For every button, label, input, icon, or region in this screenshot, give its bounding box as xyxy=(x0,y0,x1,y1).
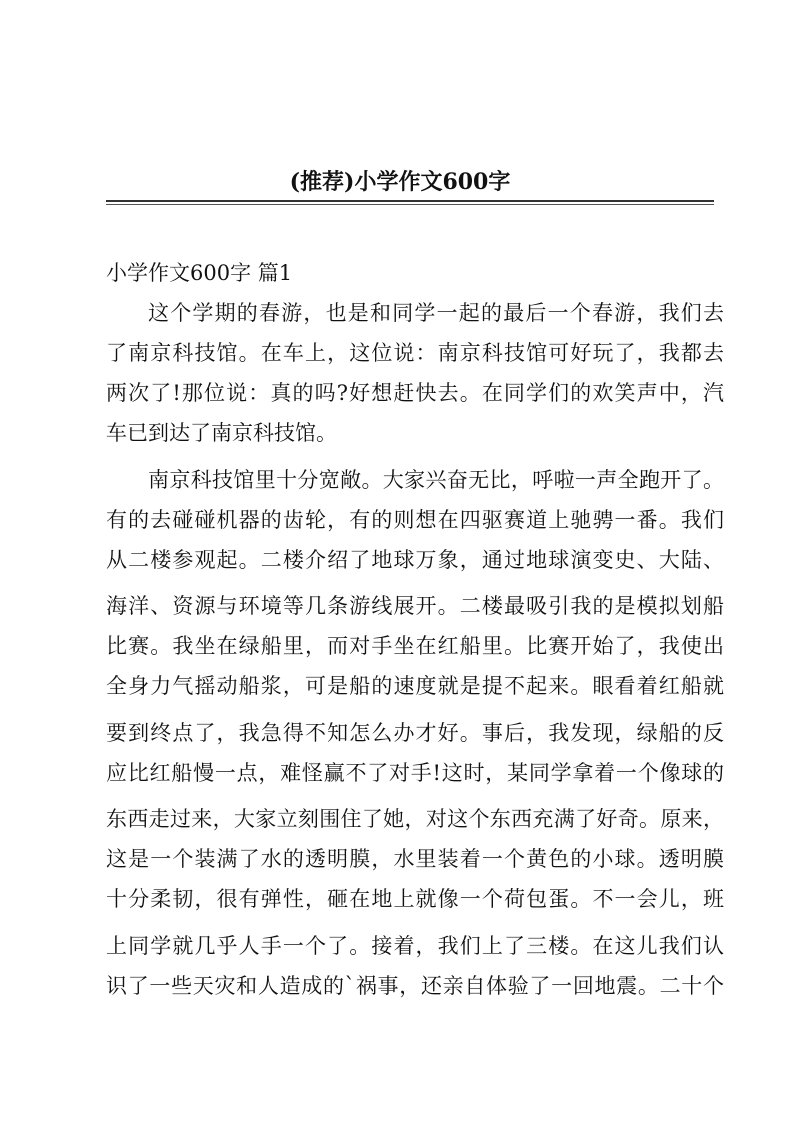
document-title: (推荐)小学作文600字 xyxy=(289,169,511,195)
title-divider xyxy=(106,200,714,205)
paragraph-line: 有的去碰碰机器的齿轮，有的则想在四驱赛道上驰骋一番。我们 xyxy=(106,508,724,532)
paragraph-line: 从二楼参观起。二楼介绍了地球万象，通过地球演变史、大陆、 xyxy=(106,548,724,572)
paragraph-line: 海洋、资源与环境等几条游线展开。二楼最吸引我的是模拟划船 xyxy=(106,594,724,618)
paragraph-line: 车已到达了南京科技馆。 xyxy=(106,421,337,445)
paragraph-line: 十分柔韧，很有弹性，砸在地上就像一个荷包蛋。不一会儿，班 xyxy=(106,887,724,911)
paragraph-line: 这是一个装满了水的透明膜，水里装着一个黄色的小球。透明膜 xyxy=(106,847,724,871)
paragraph-line: 要到终点了，我急得不知怎么办才好。事后，我发现，绿船的反 xyxy=(106,721,724,745)
paragraph-line: 上同学就几乎人手一个了。接着，我们上了三楼。在这儿我们认 xyxy=(106,934,724,958)
paragraph-line: 全身力气摇动船浆，可是船的速度就是提不起来。眼看着红船就 xyxy=(106,674,724,698)
paragraph-line: 应比红船慢一点，难怪赢不了对手!这时，某同学拿着一个像球的 xyxy=(106,761,724,785)
paragraph-line: 这个学期的春游，也是和同学一起的最后一个春游，我们去 xyxy=(148,301,724,325)
paragraph-line: 两次了!那位说：真的吗?好想赶快去。在同学们的欢笑声中，汽 xyxy=(106,381,724,405)
paragraph-line: 东西走过来，大家立刻围住了她，对这个东西充满了好奇。原来， xyxy=(106,807,724,831)
paragraph-line: 识了一些天灾和人造成的`祸事，还亲自体验了一回地震。二十个 xyxy=(106,974,724,998)
paragraph-line: 了南京科技馆。在车上，这位说：南京科技馆可好玩了，我都去 xyxy=(106,341,724,365)
section-heading: 小学作文600字 篇1 xyxy=(106,261,293,285)
paragraph-line: 南京科技馆里十分宽敞。大家兴奋无比，呼啦一声全跑开了。 xyxy=(148,468,724,492)
paragraph-line: 比赛。我坐在绿船里，而对手坐在红船里。比赛开始了，我使出 xyxy=(106,634,724,658)
